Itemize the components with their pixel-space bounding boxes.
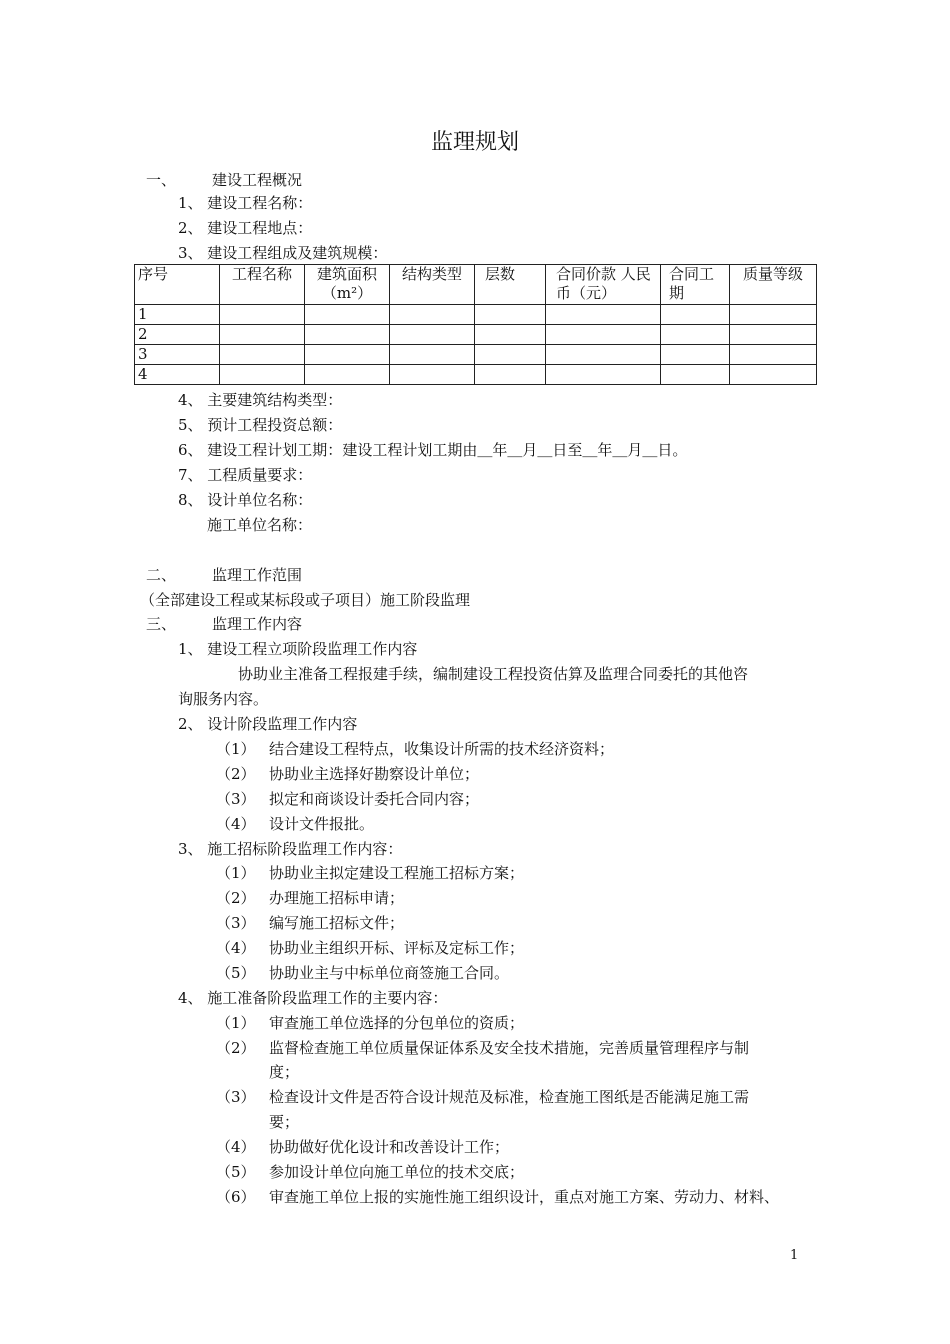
project-scale-table (134, 264, 817, 385)
table-cell (730, 345, 817, 365)
item-planned-schedule: 6、 建设工程计划工期：建设工程计划工期由＿年＿月＿日至＿年＿月＿日。 (178, 441, 688, 459)
table-cell (305, 345, 390, 365)
table-cell (546, 365, 661, 385)
list-item-number: （6） (216, 1188, 256, 1206)
list-item-number: （3） (216, 1088, 256, 1106)
table-row (135, 325, 817, 345)
table-cell (220, 365, 305, 385)
table-cell (220, 345, 305, 365)
item-design-unit: 8、 设计单位名称： (178, 491, 313, 509)
section-2-text: （全部建设工程或某标段或子项目）施工阶段监理 (140, 591, 471, 609)
list-item-number: （1） (216, 1014, 256, 1032)
table-cell (475, 345, 546, 365)
list-item-text: 审查施工单位上报的实施性施工组织设计，重点对施工方案、劳动力、材料、 (269, 1188, 780, 1206)
table-cell (390, 365, 475, 385)
table-cell (390, 345, 475, 365)
table-cell (220, 305, 305, 325)
section-1-number: 一、 (146, 171, 177, 189)
subsection-1-title: 1、 建设工程立项阶段监理工作内容 (178, 640, 418, 658)
section-3-heading: 监理工作内容 (212, 615, 303, 633)
table-cell (661, 325, 730, 345)
table-cell (661, 305, 730, 325)
list-item-text-continued: 度； (269, 1063, 300, 1081)
list-item-number: （5） (216, 1163, 256, 1181)
header-cell: 结构类型 (390, 265, 475, 305)
table-cell-seq: 3 (135, 345, 220, 365)
list-item-number: （2） (216, 889, 256, 907)
header-cell: 序号 (135, 265, 220, 305)
list-item-text: 协助业主拟定建设工程施工招标方案； (269, 864, 525, 882)
list-item-number: （3） (216, 914, 256, 932)
list-item-text: 拟定和商谈设计委托合同内容； (269, 790, 480, 808)
section-3-number: 三、 (146, 615, 177, 633)
list-item-text: 结合建设工程特点，收集设计所需的技术经济资料； (269, 740, 615, 758)
list-item-text: 编写施工招标文件； (269, 914, 405, 932)
item-quality-requirement: 7、 工程质量要求： (178, 466, 313, 484)
table-cell (661, 365, 730, 385)
table-cell (475, 325, 546, 345)
subsection-4-title: 4、 施工准备阶段监理工作的主要内容： (178, 989, 448, 1007)
section-2-number: 二、 (146, 566, 177, 584)
section-2-heading: 监理工作范围 (212, 566, 303, 584)
section-1-heading: 建设工程概况 (212, 171, 303, 189)
table-cell (661, 345, 730, 365)
item-construction-unit: 施工单位名称： (207, 516, 313, 534)
list-item-text: 协助业主组织开标、评标及定标工作； (269, 939, 525, 957)
table-cell (546, 325, 661, 345)
header-cell: 建筑面积（m²） (305, 265, 390, 305)
list-item-text: 监督检查施工单位质量保证体系及安全技术措施，完善质量管理程序与制 (269, 1039, 750, 1057)
table-cell (475, 305, 546, 325)
table-cell (730, 365, 817, 385)
list-item-number: （4） (216, 939, 256, 957)
header-cell: 质量等级 (730, 265, 817, 305)
list-item-number: （2） (216, 765, 256, 783)
table-row (135, 305, 817, 325)
table-cell-seq: 2 (135, 325, 220, 345)
item-investment-total: 5、 预计工程投资总额： (178, 416, 343, 434)
list-item-number: （4） (216, 1138, 256, 1156)
list-item-number: （5） (216, 964, 256, 982)
list-item-text: 参加设计单位向施工单位的技术交底； (269, 1163, 525, 1181)
item-project-location: 2、 建设工程地点： (178, 219, 313, 237)
item-structure-type: 4、 主要建筑结构类型： (178, 391, 343, 409)
table-cell (305, 305, 390, 325)
list-item-number: （2） (216, 1039, 256, 1057)
table-cell (730, 325, 817, 345)
paragraph-line: 协助业主准备工程报建手续，编制建设工程投资估算及监理合同委托的其他咨 (238, 665, 749, 683)
subsection-3-title: 3、 施工招标阶段监理工作内容： (178, 840, 403, 858)
table-cell (305, 365, 390, 385)
header-cell: 合同工期 (661, 265, 730, 305)
paragraph-line: 询服务内容。 (178, 690, 269, 708)
list-item-number: （1） (216, 740, 256, 758)
table-row (135, 345, 817, 365)
table-cell (390, 325, 475, 345)
list-item-text: 审查施工单位选择的分包单位的资质； (269, 1014, 525, 1032)
table-cell (305, 325, 390, 345)
table-cell (390, 305, 475, 325)
table-cell (546, 345, 661, 365)
list-item-text: 协助业主与中标单位商签施工合同。 (269, 964, 510, 982)
table-cell-seq: 4 (135, 365, 220, 385)
header-cell: 层数 (475, 265, 546, 305)
table-cell (475, 365, 546, 385)
header-cell: 工程名称 (220, 265, 305, 305)
table-cell (546, 305, 661, 325)
header-cell: 合同价款 人民币（元） (546, 265, 661, 305)
item-project-name: 1、 建设工程名称： (178, 194, 313, 212)
document-title: 监理规划 (430, 130, 519, 155)
list-item-text: 设计文件报批。 (269, 815, 375, 833)
list-item-text-continued: 要； (269, 1113, 300, 1131)
subsection-2-title: 2、 设计阶段监理工作内容 (178, 715, 358, 733)
table-cell-seq: 1 (135, 305, 220, 325)
table-row (135, 365, 817, 385)
list-item-number: （4） (216, 815, 256, 833)
table-header-row (135, 265, 817, 305)
table-cell (730, 305, 817, 325)
table-cell (220, 325, 305, 345)
list-item-text: 检查设计文件是否符合设计规范及标准，检查施工图纸是否能满足施工需 (269, 1088, 750, 1106)
list-item-number: （1） (216, 864, 256, 882)
page-number: 1 (790, 1248, 799, 1263)
list-item-text: 协助业主选择好勘察设计单位； (269, 765, 480, 783)
list-item-number: （3） (216, 790, 256, 808)
list-item-text: 办理施工招标申请； (269, 889, 405, 907)
item-project-scale: 3、 建设工程组成及建筑规模： (178, 244, 388, 262)
list-item-text: 协助做好优化设计和改善设计工作； (269, 1138, 510, 1156)
